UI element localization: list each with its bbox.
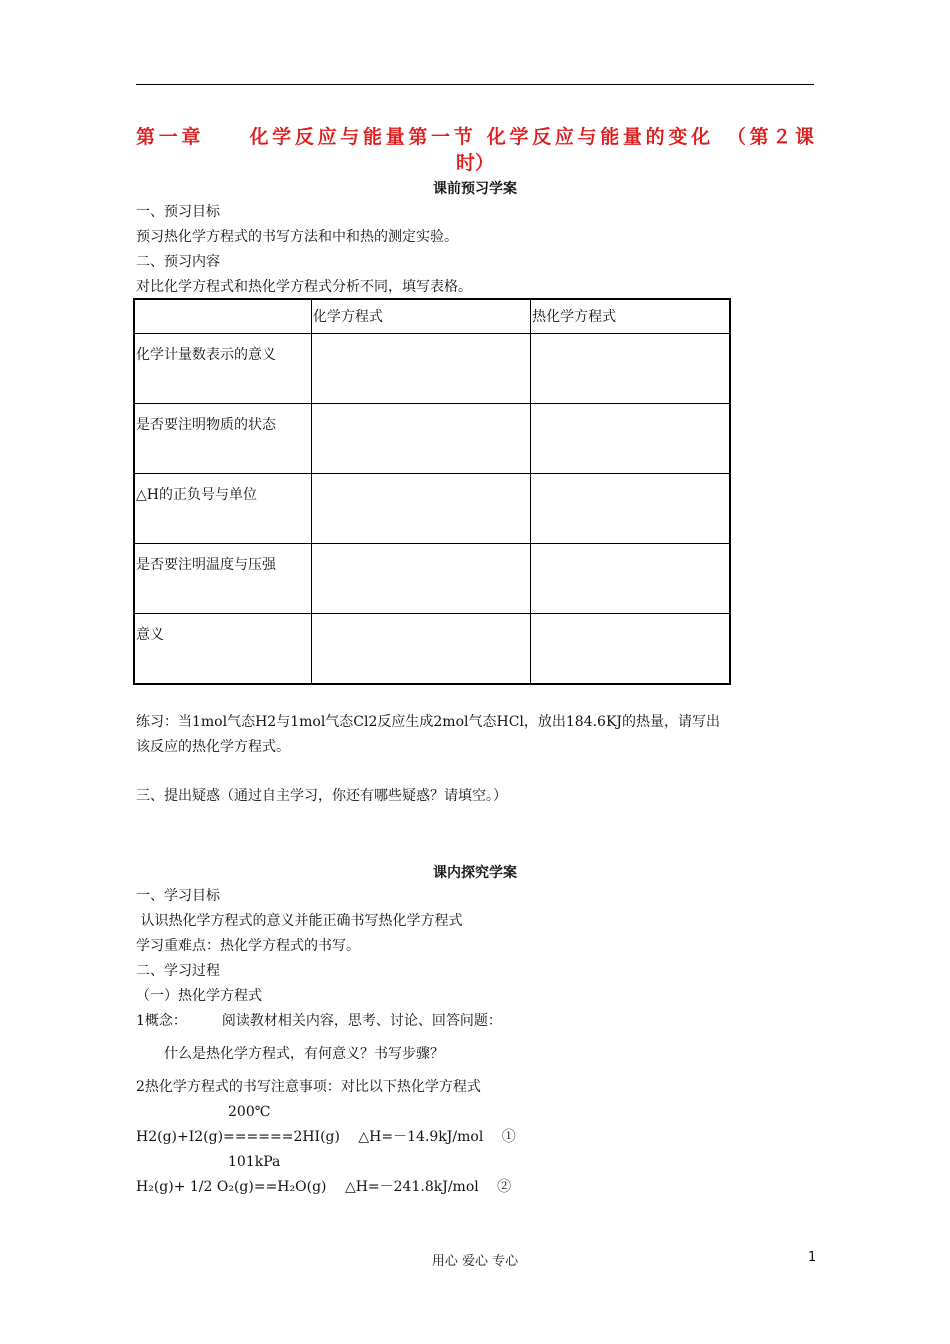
comparison-table xyxy=(133,298,731,685)
table-cell[interactable] xyxy=(311,474,530,544)
table-row xyxy=(134,544,730,614)
table-row-label: 是否要注明温度与压强 xyxy=(134,544,311,614)
table-cell[interactable] xyxy=(311,334,530,404)
table-cell[interactable] xyxy=(311,614,530,685)
table-row xyxy=(134,334,730,404)
table-header-cell: 热化学方程式 xyxy=(531,299,730,334)
table-cell[interactable] xyxy=(531,614,730,685)
table-row xyxy=(134,404,730,474)
learning-process-label: 二、学习过程 xyxy=(136,963,220,979)
table-header-cell: 化学方程式 xyxy=(311,299,530,334)
table-cell[interactable] xyxy=(531,334,730,404)
table-cell[interactable] xyxy=(531,544,730,614)
learning-goal-text: 认识热化学方程式的意义并能正确书写热化学方程式 xyxy=(136,913,463,929)
table-row xyxy=(134,614,730,685)
equation-2: H₂(g)+ 1/2 O₂(g)==H₂O(g) △H=－241.8kJ/mol ② xyxy=(136,1179,512,1195)
table-row xyxy=(134,474,730,544)
learning-goal-label: 一、学习目标 xyxy=(136,888,220,904)
concept-text: 1概念： 阅读教材相关内容，思考、讨论、回答问题： xyxy=(136,1013,502,1029)
table-cell[interactable] xyxy=(311,544,530,614)
equation-1: H2(g)+I2(g)======2HI(g) △H=－14.9kJ/mol ① xyxy=(136,1129,516,1145)
preview-goal-label: 一、预习目标 xyxy=(136,204,220,220)
table-cell[interactable] xyxy=(311,404,530,474)
table-row-label: 化学计量数表示的意义 xyxy=(134,334,311,404)
exercise-text-2: 该反应的热化学方程式。 xyxy=(136,739,290,755)
title-line-2: 时） xyxy=(455,152,494,174)
footer-motto: 用心 爱心 专心 xyxy=(431,1254,519,1269)
preview-content-label: 二、预习内容 xyxy=(136,254,220,270)
exercise-text-1: 练习：当1mol气态H2与1mol气态Cl2反应生成2mol气态HCl，放出184.6KJ的热量，请写出 xyxy=(136,714,721,730)
preview-goal-text: 预习热化学方程式的书写方法和中和热的测定实验。 xyxy=(136,229,458,245)
table-row-label: △H的正负号与单位 xyxy=(134,474,311,544)
section-heading-inclass: 课内探究学案 xyxy=(433,865,517,881)
table-row-label: 是否要注明物质的状态 xyxy=(134,404,311,474)
notes-text: 2热化学方程式的书写注意事项：对比以下热化学方程式 xyxy=(136,1079,481,1095)
question-text: 什么是热化学方程式，有何意义？书写步骤？ xyxy=(164,1046,444,1062)
key-point-text: 学习重难点：热化学方程式的书写。 xyxy=(136,938,360,954)
page-number: 1 xyxy=(808,1250,817,1265)
equation-2-condition: 101kPa xyxy=(228,1154,281,1170)
document-title xyxy=(136,124,814,176)
table-row-label: 意义 xyxy=(134,614,311,685)
header-rule xyxy=(136,84,814,85)
equation-1-condition: 200℃ xyxy=(228,1104,271,1120)
table-header-cell xyxy=(134,299,311,334)
section-heading-preview: 课前预习学案 xyxy=(433,181,517,197)
table-cell[interactable] xyxy=(531,404,730,474)
table-header-row xyxy=(134,299,730,334)
doubts-prompt: 三、提出疑惑（通过自主学习，你还有哪些疑惑？请填空。） xyxy=(136,788,507,804)
subsection-label: （一）热化学方程式 xyxy=(136,988,262,1004)
title-line-1: 第一章 化学反应与能量第一节 化学反应与能量的变化 （第２课 xyxy=(136,126,814,148)
preview-content-text: 对比化学方程式和热化学方程式分析不同，填写表格。 xyxy=(136,279,472,295)
table-cell[interactable] xyxy=(531,474,730,544)
